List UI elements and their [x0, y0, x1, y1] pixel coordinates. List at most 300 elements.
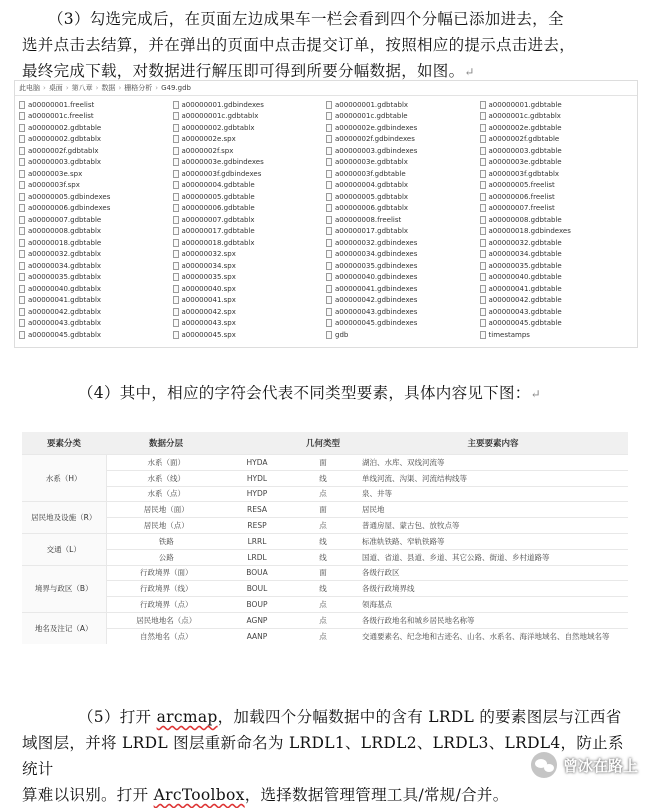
file-name: a00000007.gdbtablx: [181, 215, 255, 224]
file-icon: [480, 262, 486, 270]
file-item[interactable]: [480, 111, 634, 123]
code-cell: RESP: [226, 518, 288, 534]
code-cell: LRDL: [226, 549, 288, 565]
file-item[interactable]: [326, 145, 480, 157]
file-icon: [480, 170, 486, 178]
table-row: [22, 581, 628, 597]
arctoolbox-term: ArcToolbox: [153, 786, 245, 804]
file-item[interactable]: [480, 122, 634, 134]
para5-l1a: （5）打开: [78, 708, 157, 726]
file-icon: [19, 124, 25, 132]
para5-l3b: ，选择数据管理管理工具/常规/合并。: [244, 786, 509, 804]
file-item[interactable]: [326, 191, 480, 203]
file-item[interactable]: [326, 329, 480, 341]
file-name: a0000002e.gdbtable: [488, 123, 562, 132]
file-item[interactable]: [19, 191, 173, 203]
file-item[interactable]: [326, 99, 480, 111]
file-item[interactable]: [19, 168, 173, 180]
file-item[interactable]: [173, 237, 327, 249]
table-row: [22, 565, 628, 581]
file-icon: [326, 239, 332, 247]
file-icon: [480, 285, 486, 293]
header-category: 要素分类: [22, 432, 106, 455]
file-item[interactable]: [19, 111, 173, 123]
file-name: a00000001.freelist: [28, 100, 95, 109]
file-icon: [173, 170, 179, 178]
file-icon: [326, 158, 332, 166]
file-name: gdb: [335, 330, 349, 339]
file-name: a00000007.gdbtable: [28, 215, 102, 224]
file-item[interactable]: [173, 272, 327, 284]
file-icon: [480, 239, 486, 247]
content-cell: 国道、省道、县道、乡道、其它公路、街道、乡村道路等: [358, 549, 628, 565]
file-item[interactable]: [19, 180, 173, 192]
file-icon: [480, 204, 486, 212]
header-geometry: 几何类型: [288, 432, 358, 455]
file-icon: [19, 112, 25, 120]
file-icon: [173, 216, 179, 224]
geometry-cell: 线: [288, 581, 358, 597]
file-item[interactable]: [19, 99, 173, 111]
file-icon: [480, 319, 486, 327]
file-name: a00000043.gdbtablx: [28, 319, 102, 328]
file-item[interactable]: [480, 295, 634, 307]
file-icon: [19, 181, 25, 189]
file-icon: [326, 112, 332, 120]
address-bar[interactable]: [15, 81, 637, 96]
file-name: a0000001c.freelist: [28, 112, 94, 121]
file-name: a00000001.gdbindexes: [181, 100, 264, 109]
file-item[interactable]: [480, 168, 634, 180]
code-cell: BOUP: [226, 597, 288, 613]
file-icon: [326, 135, 332, 143]
file-item[interactable]: [173, 260, 327, 272]
file-name: a00000006.gdbtablx: [335, 204, 409, 213]
file-item[interactable]: [480, 272, 634, 284]
file-item[interactable]: [173, 157, 327, 169]
file-item[interactable]: [326, 306, 480, 318]
file-item[interactable]: [173, 99, 327, 111]
code-cell: AGNP: [226, 612, 288, 628]
file-icon: [173, 124, 179, 132]
file-item[interactable]: [173, 295, 327, 307]
file-item[interactable]: [326, 283, 480, 295]
file-icon: [19, 216, 25, 224]
file-item[interactable]: [19, 214, 173, 226]
content-cell: 各级行政区: [358, 565, 628, 581]
file-name: a0000001c.gdbtablx: [488, 112, 561, 121]
file-name: a0000003f.spx: [28, 181, 80, 190]
code-cell: HYDP: [226, 486, 288, 502]
layer-cell: 行政境界（点）: [106, 597, 226, 613]
file-icon: [173, 158, 179, 166]
file-icon: [480, 147, 486, 155]
file-item[interactable]: [480, 134, 634, 146]
file-icon: [480, 331, 486, 339]
file-name: a00000040.gdbtablx: [28, 284, 102, 293]
file-name: a00000040.gdbindexes: [335, 273, 418, 282]
file-name: a0000003e.spx: [28, 169, 83, 178]
file-icon: [480, 181, 486, 189]
file-name: a00000001.gdbtablx: [335, 100, 409, 109]
file-item[interactable]: [480, 329, 634, 341]
file-name: a00000045.spx: [181, 330, 236, 339]
file-name: a00000004.gdbtablx: [335, 181, 409, 190]
file-item[interactable]: [326, 226, 480, 238]
breadcrumb-segment[interactable]: G49.gdb: [161, 84, 191, 92]
file-item[interactable]: [326, 272, 480, 284]
file-item[interactable]: [326, 157, 480, 169]
file-item[interactable]: [480, 145, 634, 157]
geometry-cell: 面: [288, 455, 358, 471]
file-item[interactable]: [326, 111, 480, 123]
file-name: a00000001c.gdbtablx: [181, 112, 259, 121]
file-icon: [480, 308, 486, 316]
file-item[interactable]: [480, 226, 634, 238]
file-icon: [326, 124, 332, 132]
table-row: [22, 549, 628, 565]
file-item[interactable]: [480, 214, 634, 226]
file-name: a00000017.gdbtablx: [335, 227, 409, 236]
file-item[interactable]: [19, 329, 173, 341]
para5-l1b: ，加载四个分幅数据中的含有 LRDL 的要素图层与江西省: [217, 708, 622, 726]
path-separator-icon: ›: [118, 84, 122, 92]
table-row: [22, 502, 628, 518]
file-item[interactable]: [19, 249, 173, 261]
file-item[interactable]: [480, 249, 634, 261]
code-cell: BOUL: [226, 581, 288, 597]
table-row: [22, 597, 628, 613]
file-item[interactable]: [19, 157, 173, 169]
code-cell: RESA: [226, 502, 288, 518]
file-item[interactable]: [480, 157, 634, 169]
geometry-cell: 线: [288, 470, 358, 486]
file-name: a0000003f.gdbtablx: [488, 169, 560, 178]
geometry-cell: 线: [288, 549, 358, 565]
file-icon: [19, 158, 25, 166]
file-icon: [19, 285, 25, 293]
file-item[interactable]: [480, 306, 634, 318]
layer-cell: 公路: [106, 549, 226, 565]
content-cell: 各级行政境界线: [358, 581, 628, 597]
file-item[interactable]: [326, 122, 480, 134]
file-item[interactable]: [173, 306, 327, 318]
content-cell: 标准轨铁路、窄轨铁路等: [358, 533, 628, 549]
para5-l3a: 算难以识别。打开: [22, 786, 154, 804]
file-item[interactable]: [173, 283, 327, 295]
file-icon: [19, 262, 25, 270]
file-icon: [326, 204, 332, 212]
file-item[interactable]: [480, 191, 634, 203]
file-icon: [480, 124, 486, 132]
file-item[interactable]: [173, 203, 327, 215]
file-name: a00000005.gdbtable: [181, 192, 255, 201]
file-item[interactable]: [173, 249, 327, 261]
layer-cell: 行政境界（面）: [106, 565, 226, 581]
file-icon: [173, 239, 179, 247]
para5-line-2: 域图层，并将 LRDL 图层重新命名为 LRDL1、LRDL2、LRDL3、LRDL4，防止系统计: [22, 734, 624, 778]
file-name: a00000003.gdbindexes: [335, 146, 418, 155]
layer-cell: 铁路: [106, 533, 226, 549]
file-name: a0000003e.gdbtable: [488, 158, 562, 167]
file-name: a00000034.gdbtable: [488, 250, 562, 259]
file-item[interactable]: [19, 272, 173, 284]
file-name: a00000018.gdbtable: [28, 238, 102, 247]
file-icon: [173, 250, 179, 258]
file-item[interactable]: [326, 318, 480, 330]
file-icon: [326, 273, 332, 281]
file-icon: [19, 227, 25, 235]
layer-cell: 水系（线）: [106, 470, 226, 486]
file-name: a00000043.gdbtable: [488, 307, 562, 316]
file-icon: [19, 147, 25, 155]
file-name: a00000018.gdbtablx: [181, 238, 255, 247]
file-item[interactable]: [173, 168, 327, 180]
file-icon: [326, 193, 332, 201]
file-item[interactable]: [326, 180, 480, 192]
file-name: a00000002.gdbtablx: [181, 123, 255, 132]
header-layer: 数据分层: [106, 432, 226, 455]
file-icon: [326, 250, 332, 258]
file-name: a00000008.gdbtablx: [28, 227, 102, 236]
file-name: a0000001c.gdbtable: [335, 112, 408, 121]
file-item[interactable]: [19, 134, 173, 146]
file-name: a00000042.spx: [181, 307, 236, 316]
file-icon: [326, 319, 332, 327]
file-icon: [19, 308, 25, 316]
content-cell: 居民地: [358, 502, 628, 518]
table-row: [22, 486, 628, 502]
feature-table: [22, 432, 628, 644]
layer-cell: 居民地地名（点）: [106, 612, 226, 628]
file-item[interactable]: [480, 283, 634, 295]
file-name: timestamps: [488, 330, 530, 339]
file-name: a00000017.gdbtable: [181, 227, 255, 236]
file-item[interactable]: [480, 180, 634, 192]
file-item[interactable]: [326, 134, 480, 146]
file-name: a0000003e.gdbindexes: [181, 158, 264, 167]
file-name: a00000040.gdbtable: [488, 273, 562, 282]
file-icon: [326, 170, 332, 178]
file-item[interactable]: [19, 295, 173, 307]
file-name: a00000041.gdbtablx: [28, 296, 102, 305]
file-name: a00000032.gdbtablx: [28, 250, 102, 259]
file-name: a00000045.gdbtable: [488, 319, 562, 328]
file-icon: [326, 262, 332, 270]
code-cell: LRRL: [226, 533, 288, 549]
file-item[interactable]: [19, 237, 173, 249]
path-separator-icon: ›: [43, 84, 46, 92]
file-icon: [480, 250, 486, 258]
table-row: [22, 612, 628, 628]
file-icon: [173, 101, 179, 109]
table-row: [22, 470, 628, 486]
file-name: a00000041.gdbtable: [488, 284, 562, 293]
file-item[interactable]: [19, 226, 173, 238]
file-name: a00000043.gdbindexes: [335, 307, 418, 316]
header-content: 主要要素内容: [358, 432, 628, 455]
file-item[interactable]: [173, 145, 327, 157]
file-icon: [19, 193, 25, 201]
file-item[interactable]: [326, 295, 480, 307]
file-item[interactable]: [480, 318, 634, 330]
file-item[interactable]: [173, 134, 327, 146]
file-name: a00000006.gdbtable: [181, 204, 255, 213]
content-cell: 各级行政地名和城乡居民地名称等: [358, 612, 628, 628]
breadcrumb-segment[interactable]: 栅格分析: [124, 84, 153, 92]
category-cell: 境界与政区（B）: [22, 565, 106, 612]
file-name: a00000008.gdbtable: [488, 215, 562, 224]
file-name: a00000006.freelist: [488, 192, 555, 201]
file-icon: [19, 135, 25, 143]
para3-line-2: 选并点击去结算，并在弹出的页面中点击提交订单，按照相应的提示点击进去，: [22, 36, 576, 54]
para3-line-1: （3）勾选完成后，在页面左边成果车一栏会看到四个分幅已添加进去，全: [48, 10, 564, 28]
file-name: a0000002f.spx: [181, 146, 234, 155]
file-item[interactable]: [480, 99, 634, 111]
file-item[interactable]: [19, 145, 173, 157]
breadcrumb-segment[interactable]: 数据: [101, 84, 116, 92]
file-item[interactable]: [326, 237, 480, 249]
para3-line-3: 最终完成下载，对数据进行解压即可得到所要分幅数据，如图。: [22, 62, 465, 80]
file-name: a0000002e.spx: [181, 135, 236, 144]
layer-cell: 居民地（点）: [106, 518, 226, 534]
file-name: a00000042.gdbindexes: [335, 296, 418, 305]
file-name: a00000032.gdbtable: [488, 238, 562, 247]
geometry-cell: 点: [288, 628, 358, 643]
file-icon: [326, 308, 332, 316]
file-icon: [19, 331, 25, 339]
code-cell: BOUA: [226, 565, 288, 581]
file-name: a00000045.gdbindexes: [335, 319, 418, 328]
category-cell: 居民地及设施（R）: [22, 502, 106, 534]
file-name: a00000005.gdbtablx: [335, 192, 409, 201]
table-row: [22, 533, 628, 549]
category-cell: 水系（H）: [22, 455, 106, 502]
file-item[interactable]: [326, 214, 480, 226]
file-item[interactable]: [326, 168, 480, 180]
file-item[interactable]: [173, 180, 327, 192]
file-icon: [326, 216, 332, 224]
file-name: a00000002.gdbtable: [28, 123, 102, 132]
file-item[interactable]: [173, 329, 327, 341]
file-icon: [19, 296, 25, 304]
file-item[interactable]: [19, 122, 173, 134]
file-name: a00000034.gdbtablx: [28, 261, 102, 270]
file-name: a00000018.gdbindexes: [488, 227, 571, 236]
file-item[interactable]: [173, 214, 327, 226]
geometry-cell: 点: [288, 597, 358, 613]
file-name: a00000005.freelist: [488, 181, 555, 190]
table-row: [22, 455, 628, 471]
layer-cell: 水系（点）: [106, 486, 226, 502]
breadcrumb-segment[interactable]: 此电脑: [19, 84, 40, 92]
file-icon: [19, 250, 25, 258]
file-icon: [173, 262, 179, 270]
file-icon: [326, 227, 332, 235]
file-item[interactable]: [19, 306, 173, 318]
file-item[interactable]: [480, 237, 634, 249]
file-icon: [19, 273, 25, 281]
file-icon: [480, 193, 486, 201]
file-name: a00000002.gdbtablx: [28, 135, 102, 144]
content-cell: 单线河流、沟渠、河流结构线等: [358, 470, 628, 486]
file-icon: [19, 239, 25, 247]
file-icon: [480, 296, 486, 304]
file-name: a00000034.spx: [181, 261, 236, 270]
file-icon: [480, 227, 486, 235]
layer-cell: 水系（面）: [106, 455, 226, 471]
breadcrumb-segment[interactable]: 桌面: [48, 84, 63, 92]
file-icon: [173, 308, 179, 316]
return-mark: ↵: [464, 65, 475, 79]
file-icon: [480, 158, 486, 166]
file-name: a00000041.gdbindexes: [335, 284, 418, 293]
geometry-cell: 面: [288, 565, 358, 581]
table-row: [22, 518, 628, 534]
file-icon: [480, 101, 486, 109]
file-item[interactable]: [19, 283, 173, 295]
file-name: a00000034.gdbindexes: [335, 250, 418, 259]
file-icon: [173, 193, 179, 201]
file-item[interactable]: [326, 260, 480, 272]
file-icon: [326, 285, 332, 293]
path-separator-icon: ›: [155, 84, 159, 92]
file-item[interactable]: [173, 191, 327, 203]
layer-cell: 行政境界（线）: [106, 581, 226, 597]
file-icon: [19, 101, 25, 109]
file-icon: [480, 273, 486, 281]
layer-cell: 自然地名（点）: [106, 628, 226, 643]
file-name: a00000003.gdbtablx: [28, 158, 102, 167]
file-name: a00000041.spx: [181, 296, 236, 305]
file-item[interactable]: [480, 260, 634, 272]
file-item[interactable]: [173, 111, 327, 123]
breadcrumb-segment[interactable]: 第八章: [71, 84, 93, 92]
file-name: a0000002f.gdbtablx: [28, 146, 99, 155]
file-item[interactable]: [19, 260, 173, 272]
file-icon: [19, 319, 25, 327]
file-icon: [173, 135, 179, 143]
file-name: a00000007.freelist: [488, 204, 555, 213]
file-icon: [326, 296, 332, 304]
geometry-cell: 点: [288, 486, 358, 502]
file-icon: [173, 331, 179, 339]
header-code: [226, 432, 288, 455]
content-cell: 泉、井等: [358, 486, 628, 502]
wechat-logo-icon: [531, 752, 557, 778]
file-item[interactable]: [173, 226, 327, 238]
file-item[interactable]: [19, 318, 173, 330]
file-item[interactable]: [173, 318, 327, 330]
file-icon: [480, 112, 486, 120]
file-list: [19, 99, 633, 343]
file-item[interactable]: [19, 203, 173, 215]
file-icon: [173, 181, 179, 189]
geometry-cell: 点: [288, 612, 358, 628]
file-icon: [19, 204, 25, 212]
file-icon: [326, 101, 332, 109]
file-item[interactable]: [326, 249, 480, 261]
file-item[interactable]: [326, 203, 480, 215]
file-icon: [480, 216, 486, 224]
file-item[interactable]: [480, 203, 634, 215]
file-icon: [173, 296, 179, 304]
file-icon: [173, 204, 179, 212]
file-item[interactable]: [173, 122, 327, 134]
content-cell: 交通要素名、纪念地和古迹名、山名、水系名、海洋地域名、自然地域名等: [358, 628, 628, 643]
file-name: a00000035.gdbtable: [488, 261, 562, 270]
file-name: a00000003.gdbtable: [488, 146, 562, 155]
